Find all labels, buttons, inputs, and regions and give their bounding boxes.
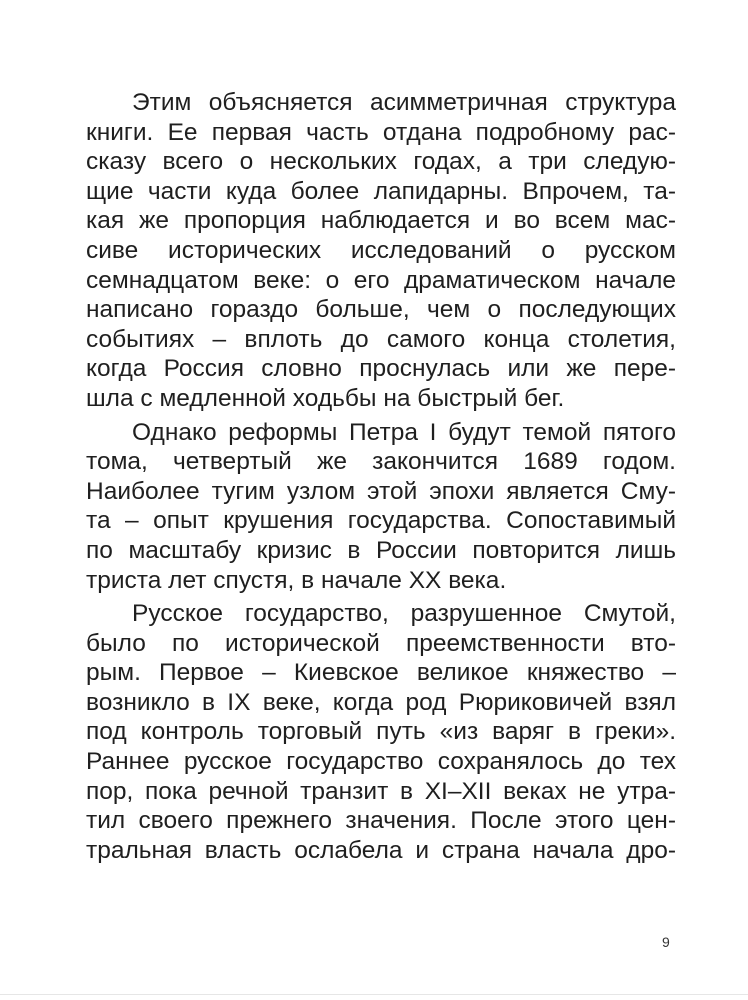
body-text bbox=[86, 88, 676, 869]
text-line: шла с медленной ходьбы на быстрый бег. bbox=[86, 384, 565, 412]
text-line: тральная власть ослабела и страна начала дро- bbox=[86, 836, 676, 864]
text-line: книги. Ее первая часть отдана подробному рас- bbox=[86, 118, 676, 146]
text-line: тил своего прежнего значения. После этого цен- bbox=[86, 807, 676, 835]
paragraph-1 bbox=[86, 88, 676, 414]
text-line: Однако реформы Петра I будут темой пятого bbox=[132, 418, 676, 446]
text-line: возникло в IX веке, когда род Рюриковичей взял bbox=[86, 688, 676, 716]
text-line: кая же пропорция наблюдается и во всем мас- bbox=[86, 207, 676, 235]
text-line: Наиболее тугим узлом этой эпохи является Сму- bbox=[86, 477, 676, 505]
text-line: Раннее русское государство сохранялось до тех bbox=[86, 748, 676, 776]
text-line: Русское государство, разрушенное Смутой, bbox=[132, 600, 676, 628]
paragraph-2 bbox=[86, 418, 676, 596]
text-line: семнадцатом веке: о его драматическом начале bbox=[86, 266, 676, 294]
text-line: рым. Первое – Киевское великое княжество – bbox=[86, 659, 676, 687]
text-line: сказу всего о нескольких годах, а три следую- bbox=[86, 148, 676, 176]
paragraph-3 bbox=[86, 599, 676, 865]
text-line: событиях – вплоть до самого конца столетия, bbox=[86, 325, 676, 353]
text-line: по масштабу кризис в России повторится лишь bbox=[86, 536, 676, 564]
text-line: под контроль торговый путь «из варяг в греки». bbox=[86, 718, 676, 746]
text-line: было по исторической преемственности вто- bbox=[86, 629, 676, 657]
text-line: тома, четвертый же закончится 1689 годом. bbox=[86, 448, 676, 476]
text-line: триста лет спустя, в начале XX века. bbox=[86, 566, 507, 594]
text-line: пор, пока речной транзит в XI–XII веках не утра- bbox=[86, 777, 676, 805]
page-bottom-edge bbox=[0, 994, 748, 995]
text-line: та – опыт крушения государства. Сопоставимый bbox=[86, 507, 676, 535]
text-line: написано гораздо больше, чем о последующих bbox=[86, 296, 676, 324]
text-line: Этим объясняется асимметричная структура bbox=[132, 89, 676, 116]
page-number: 9 bbox=[662, 934, 670, 950]
text-line: когда Россия словно проснулась или же пере- bbox=[86, 355, 676, 383]
text-line: сиве исторических исследований о русском bbox=[86, 236, 676, 264]
text-line: щие части куда более лапидарны. Впрочем, та- bbox=[86, 177, 676, 205]
